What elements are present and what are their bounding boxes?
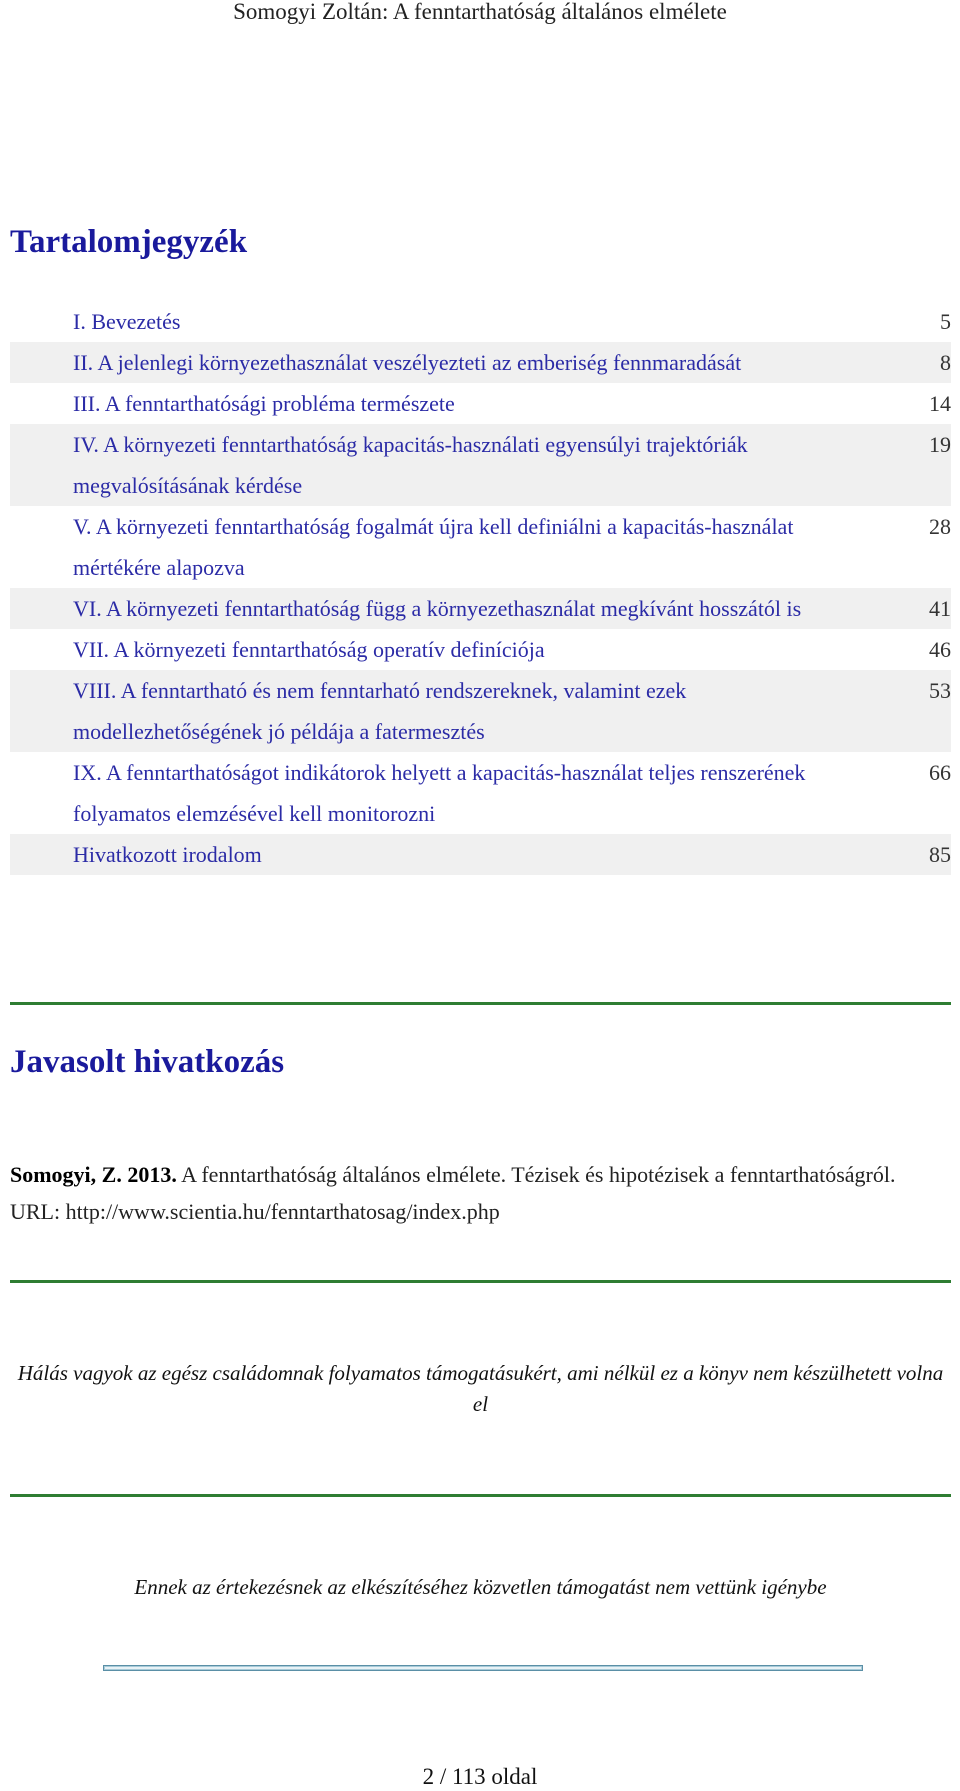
toc-entry-label: III. A fenntarthatósági probléma természete	[73, 391, 455, 416]
toc-entry-label: Hivatkozott irodalom	[73, 842, 262, 867]
toc-entry-4[interactable]	[10, 424, 951, 506]
section-divider	[10, 1280, 951, 1283]
toc-entry-9[interactable]	[10, 752, 951, 834]
toc-heading: Tartalomjegyzék	[10, 224, 248, 260]
toc-entry-7[interactable]	[10, 629, 951, 670]
toc-entry-6[interactable]	[10, 588, 951, 629]
toc-entry-page: 41	[929, 596, 951, 621]
section-divider	[10, 1002, 951, 1005]
toc-entry-page: 8	[940, 350, 951, 375]
toc-entry-label: VI. A környezeti fenntarthatóság függ a környezethasználat megkívánt hosszától is	[73, 596, 802, 621]
reference-heading: Javasolt hivatkozás	[10, 1044, 285, 1080]
toc-entry-page: 53	[929, 678, 951, 703]
toc-entry-page: 85	[929, 842, 951, 867]
citation-body: A fenntarthatóság általános elmélete. Tézisek és hipotézisek a fenntarthatóságról. URL: http://www.scientia.hu/fenntarthatosag/index.php	[10, 1162, 896, 1224]
page-indicator: 2 / 113 oldal	[422, 1764, 538, 1789]
toc-entry-8[interactable]	[10, 670, 951, 752]
toc-entry-2[interactable]	[10, 342, 951, 383]
toc-entry-page: 5	[940, 309, 951, 334]
toc-entry-label: II. A jelenlegi környezethasználat veszélyezteti az emberiség fennmaradását	[73, 350, 742, 375]
funding-statement: Ennek az értekezésnek az elkészítéséhez közvetlen támogatást nem vettünk igénybe	[134, 1575, 827, 1599]
citation-text	[10, 1156, 940, 1230]
toc-entry-label: IX. A fenntarthatóságot indikátorok helyett a kapacitás-használat teljes renszerének folyamatos elemzésével kell monitorozni	[73, 760, 806, 826]
toc-entry-10[interactable]	[10, 834, 951, 875]
running-header: Somogyi Zoltán: A fenntarthatóság általános elmélete	[233, 0, 727, 24]
toc-entry-label: VIII. A fenntartható és nem fenntarható rendszereknek, valamint ezek modellezhetőségének jó példája a fatermesztés	[73, 678, 687, 744]
toc-entry-page: 14	[929, 391, 951, 416]
toc-entry-label: I. Bevezetés	[73, 309, 181, 334]
toc-entry-label: VII. A környezeti fenntarthatóság operatív definíciója	[73, 637, 545, 662]
decorative-bar	[103, 1665, 863, 1671]
section-divider	[10, 1494, 951, 1497]
toc-entry-page: 66	[929, 760, 951, 785]
table-of-contents	[10, 301, 951, 875]
toc-entry-page: 19	[929, 432, 951, 457]
toc-entry-5[interactable]	[10, 506, 951, 588]
acknowledgement-text: Hálás vagyok az egész családomnak folyamatos támogatásukért, ami nélkül ez a könyv nem készülhetett volna el	[17, 1361, 944, 1416]
toc-entry-label: IV. A környezeti fenntarthatóság kapacitás-használati egyensúlyi trajektóriák megvalósításának kérdése	[73, 432, 748, 498]
toc-entry-page: 46	[929, 637, 951, 662]
toc-entry-1[interactable]	[10, 301, 951, 342]
toc-entry-3[interactable]	[10, 383, 951, 424]
toc-entry-page: 28	[929, 514, 951, 539]
citation-author: Somogyi, Z. 2013.	[10, 1162, 177, 1187]
toc-entry-label: V. A környezeti fenntarthatóság fogalmát újra kell definiálni a kapacitás-használat mértékére alapozva	[73, 514, 794, 580]
